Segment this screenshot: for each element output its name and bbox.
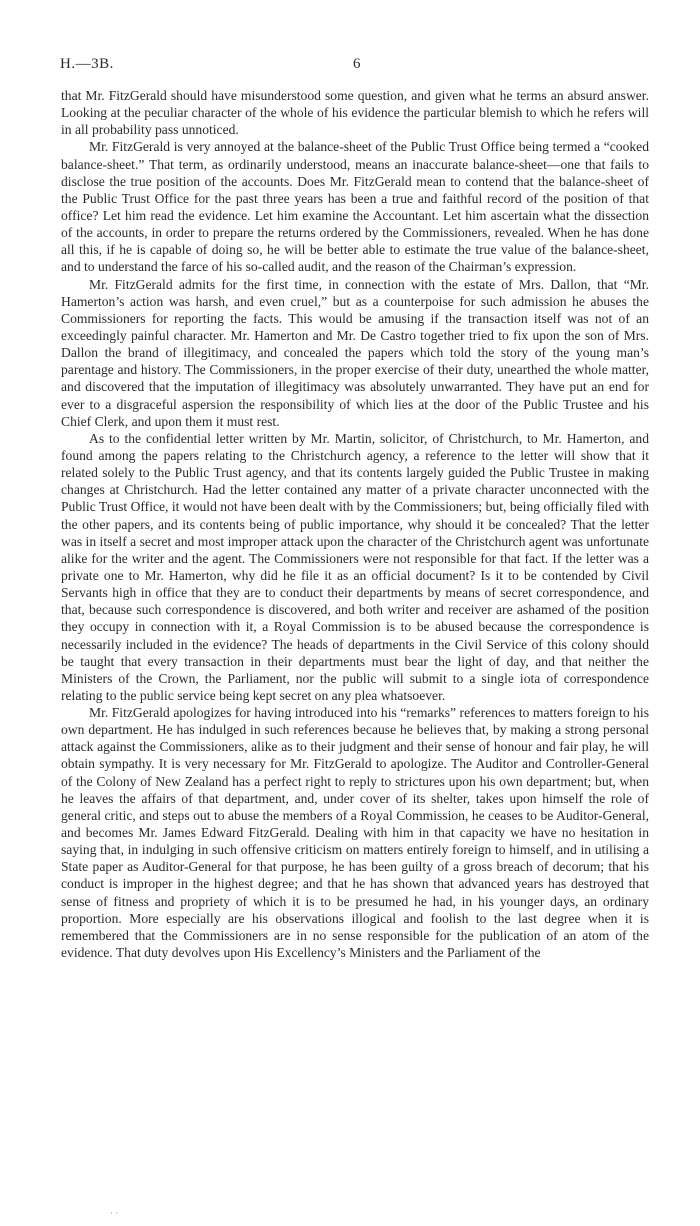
paragraph-dallon-estate: Mr. FitzGerald admits for the first time, in connection with the estate of Mrs. Dallon, that “Mr. Hamerton’s action was harsh, and even cruel,” but as a counterpoise for such admission he abuses the Commissioners for reporting the facts. This would be amusing if the transaction itself was not of an exceedingly painful character. Mr. Hamerton and Mr. De Castro together tried to fix upon the son of Mrs. Dallon the brand of illegitimacy, and concealed the papers which told the story of the young man’s parentage and history. The Commissioners, in the proper exercise of their duty, unearthed the whole matter, and discovered that the imputation of illegitimacy was absolutely unwarranted. They have put an end for ever to a disgraceful aspersion the responsibility of which lies at the door of the Public Trustee and his Chief Clerk, and upon them it must rest.: [61, 276, 649, 429]
paragraph-continued: that Mr. FitzGerald should have misunderstood some question, and given what he terms an absurd answer. Looking at the peculiar character of the whole of his evidence the particular blemish to which he refers will in all probability pass unnoticed.: [61, 88, 649, 138]
paragraph-confidential-letter: As to the confidential letter written by Mr. Martin, solicitor, of Christchurch, to Mr. Hamerton, and found among the papers relating to the Christchurch agency, a reference to the letter will show that it related solely to the Public Trust agency, and that its contents largely guided the Public Trustee in making changes at Christchurch. Had the letter contained any matter of a private character unconnected with the Public Trust Office, it would not have been dealt with by the Commissioners; but, being officially filed with the other papers, and its contents being of public importance, why should it be concealed? That the letter was in itself a secret and most improper attack upon the character of the Christchurch agent was unfortunate alike for the writer and the agent. The Commissioners were not responsible for that fact. If the letter was a private one to Mr. Hamerton, why did he file it as an official document? Is it to be contended by Civil Servants high in office that they are to conduct their departments by means of secret correspondence, and that, because such correspondence is discovered, and both writer and receiver are ashamed of the position they occupy in connection with it, a Royal Commission is to be abused because the correspondence is necessarily included in the evidence? The heads of departments in the Civil Service of this colony should be taught that every transaction in their departments must bear the light of day, and that neither the Ministers of the Crown, the Parliament, nor the public will submit to a single iota of correspondence relating to the public service being kept secret on any plea whatsoever.: [61, 430, 649, 703]
body-text: [61, 87, 649, 961]
paragraph-apology: Mr. FitzGerald apologizes for having introduced into his “remarks” references to matters foreign to his own department. He has indulged in such references because he believes that, by making a strong personal attack against the Commissioners, alike as to their judgment and their sense of honour and fair play, he will obtain sympathy. It is very necessary for Mr. FitzGerald to apologize. The Auditor and Controller-General of the Colony of New Zealand has a perfect right to reply to strictures upon his own department; but, when he leaves the affairs of that department, and, under cover of its shelter, takes upon himself the role of general critic, and steps out to abuse the members of a Royal Commission, he ceases to be Auditor-General, and becomes Mr. James Edward FitzGerald. Dealing with him in that capacity we have no hesitation in saying that, in indulging in such offensive criticism on matters entirely foreign to himself, and in utilising a State paper as Auditor-General for that purpose, he has been guilty of a gross breach of decorum; that his conduct is improper in the highest degree; and that he has shown that advanced years has destroyed that sense of fitness and propriety of which it is to be presumed he had, in his younger days, an ordinary proportion. More especially are his observations illogical and foolish to the last degree when it is remembered that the Commissioners are in no sense responsible for the publication of an atom of the evidence. That duty devolves upon His Excellency’s Ministers and the Parliament of the: [61, 705, 649, 961]
page-header: [60, 56, 650, 76]
scan-speck: · ·: [110, 1208, 119, 1218]
page-number: 6: [353, 56, 361, 72]
paragraph-balance-sheet: Mr. FitzGerald is very annoyed at the balance-sheet of the Public Trust Office being termed a “cooked balance-sheet.” That term, as ordinarily understood, means an inaccurate balance-sheet—one that fails to disclose the true position of the accounts. Does Mr. FitzGerald mean to contend that the balance-sheet of the Public Trust Office for the past three years has been a true and faithful record of the position of that office? Let him read the evidence. Let him examine the Accountant. Let him ascertain what the dissection of the accounts, in order to prepare the returns ordered by the Commissioners, revealed. When he has done all this, if he is capable of doing so, he will be better able to estimate the true value of the balance-sheet, and to understand the farce of his so-called audit, and the reason of the Chairman’s expression.: [61, 139, 649, 275]
document-reference: H.—3B.: [60, 56, 114, 72]
